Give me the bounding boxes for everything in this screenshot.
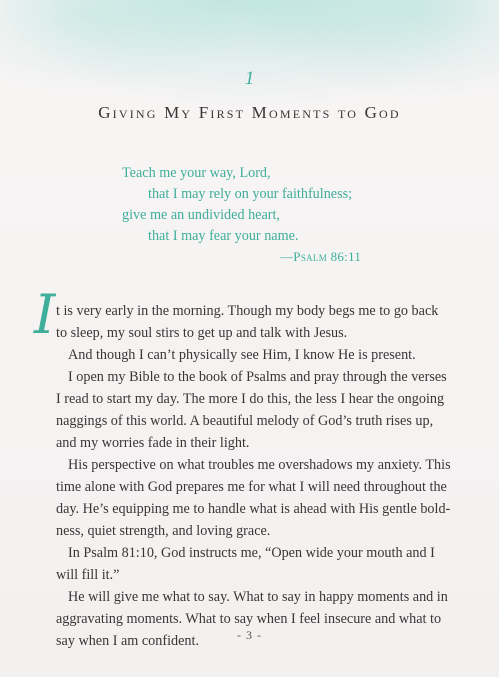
verse-line: give me an undivided heart, (122, 207, 280, 223)
body-line: His perspective on what troubles me overshadows my anxiety. This (68, 457, 451, 473)
body-line: In Psalm 81:10, God instructs me, “Open wide your mouth and I (68, 545, 435, 561)
body-line: I read to start my day. The more I do this, the less I hear the ongoing (56, 391, 445, 407)
body-line: say when I am confident. (56, 633, 200, 649)
body-line: naggings of this world. A beautiful melody of God’s truth rises up, (56, 413, 434, 429)
chapter-number: 1 (244, 68, 255, 89)
body-line: to sleep, my soul stirs to get up and talk with Jesus. (56, 325, 348, 341)
page-number: - 3 - (237, 628, 262, 642)
verse-reference: —Psalm 86:11 (280, 249, 362, 264)
chapter-title: Giving My First Moments to God (98, 103, 401, 122)
verse-line: Teach me your way, Lord, (122, 165, 271, 181)
body-line: aggravating moments. What to say when I feel insecure and what to (56, 611, 442, 627)
body-line: And though I can’t physically see Him, I know He is present. (68, 347, 416, 363)
body-line: I open my Bible to the book of Psalms and pray through the verses (68, 369, 447, 385)
drop-cap: I (34, 283, 56, 346)
body-line: time alone with God prepares me for what I will need throughout the (56, 479, 447, 495)
body-line: day. He’s equipping me to handle what is ahead with His gentle bold- (56, 501, 451, 517)
verse-line: that I may fear your name. (148, 228, 299, 244)
verse-line: that I may rely on your faithfulness; (148, 186, 353, 202)
body-line: He will give me what to say. What to say in happy moments and in (68, 589, 448, 605)
body-line: t is very early in the morning. Though my body begs me to go back (56, 303, 439, 319)
body-line: ness, quiet strength, and loving grace. (56, 523, 271, 539)
body-line: will fill it.” (56, 567, 120, 583)
body-line: and my worries fade in their light. (56, 435, 250, 451)
